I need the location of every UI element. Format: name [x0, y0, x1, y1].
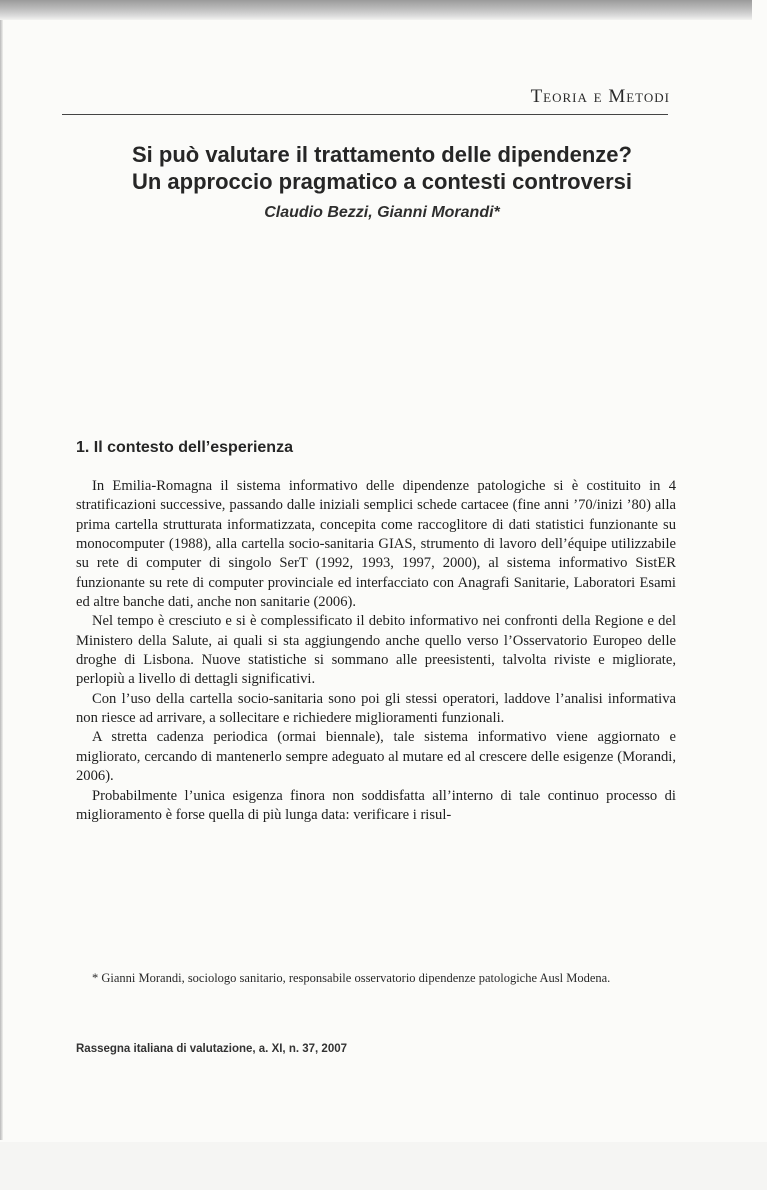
- paragraph-1: In Emilia-Romagna il sistema informativo delle dipendenze patologiche si è costituito in 4 stratificazioni successive, passando dalle iniziali semplici schede cartacee (fine anni ’70/inizi ’80) alla prima cartella strutturata informatizzata, concepita come raccoglitore di dati statistici funzionante su monocomputer (1988), alla cartella socio-sanitaria GIAS, strumento di lavoro dell’équipe utilizzabile su rete di computer di singolo SerT (1992, 1993, 1997, 2000), al sistema informativo SistER funzionante su rete di computer provinciale ed interfacciato con Anagrafi Sanitarie, Laboratori Esami ed altre banche dati, anche non sanitarie (2006).: [76, 478, 676, 611]
- scan-bottom-margin: [0, 1142, 767, 1190]
- section-heading: 1. Il contesto dell’esperienza: [76, 439, 293, 456]
- article-authors: Claudio Bezzi, Gianni Morandi*: [264, 204, 500, 221]
- article-title: [62, 141, 702, 195]
- body-text: [76, 477, 676, 825]
- paragraph-3: Con l’uso della cartella socio-sanitaria sono poi gli stessi operatori, laddove l’analisi informativa non riesce ad arrivare, a sollecitare e richiedere miglioramenti funzionali.: [76, 690, 676, 727]
- section-label: Teoria e Metodi: [530, 86, 670, 107]
- scan-left-edge: [0, 20, 3, 1140]
- paragraph-4: A stretta cadenza periodica (ormai biennale), tale sistema informativo viene aggiornato e migliorato, cercando di mantenerlo sempre adeguato al mutare ed al crescere delle esigenze (Morandi, 2006).: [76, 729, 676, 785]
- article-title-line-2: Un approccio pragmatico a contesti controversi: [131, 169, 632, 194]
- paragraph-5: Probabilmente l’unica esigenza finora non soddisfatta all’interno di tale continuo processo di miglioramento è forse quella di più lunga data: verificare i risul-: [76, 787, 676, 823]
- header-rule: [62, 114, 668, 115]
- article-title-line-1: Si può valutare il trattamento delle dipendenze?: [132, 142, 632, 167]
- scan-top-edge: [0, 0, 752, 20]
- journal-citation: Rassegna italiana di valutazione, a. XI, n. 37, 2007: [76, 1043, 348, 1055]
- paragraph-2: Nel tempo è cresciuto e si è complessificato il debito informativo nei confronti della Regione e del Ministero della Salute, ai quali si sta aggiungendo anche quello verso l’Osservatorio Europeo delle droghe di Lisbona. Nuove statistiche si sommano alle preesistenti, talvolta riviste e migliorate, perlopiù a livello di dettagli significativi.: [76, 613, 676, 688]
- footnote: * Gianni Morandi, sociologo sanitario, responsabile osservatorio dipendenze patologiche Ausl Modena.: [92, 971, 611, 985]
